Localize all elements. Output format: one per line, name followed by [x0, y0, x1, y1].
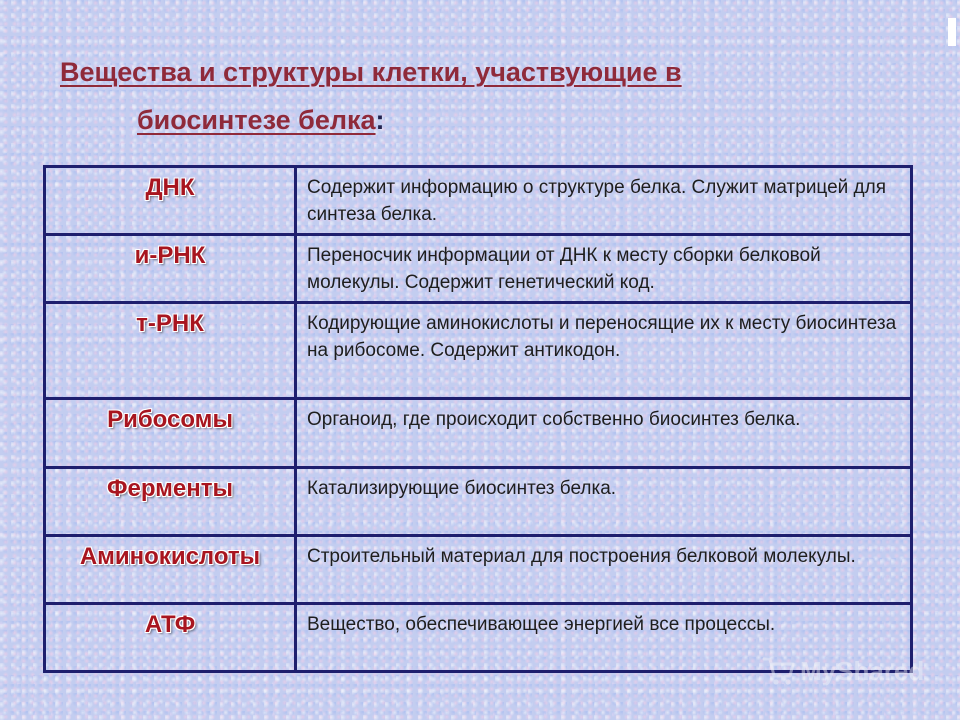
term-cell: Аминокислоты: [45, 535, 296, 603]
slide-title: [60, 48, 920, 144]
corner-mark: [948, 18, 956, 46]
biosynthesis-table: [43, 165, 913, 673]
description-cell: Кодирующие аминокислоты и переносящие их к месту биосинтеза на рибосоме. Содержит антикодон.: [296, 303, 912, 399]
watermark-text: MyShared: [800, 655, 925, 686]
term-cell: т-РНК: [45, 303, 296, 399]
table-row: [45, 235, 912, 303]
table-row: [45, 399, 912, 467]
term-cell: Ферменты: [45, 467, 296, 535]
term-cell: Рибосомы: [45, 399, 296, 467]
description-cell: Органоид, где происходит собственно биосинтез белка.: [296, 399, 912, 467]
description-cell: Строительный материал для построения белковой молекулы.: [296, 535, 912, 603]
description-cell: Содержит информацию о структуре белка. Служит матрицей для синтеза белка.: [296, 167, 912, 235]
table-row: [45, 167, 912, 235]
term-cell: ДНК: [45, 167, 296, 235]
table-row: [45, 467, 912, 535]
watermark: [762, 654, 924, 688]
table-row: [45, 535, 912, 603]
description-cell: Переносчик информации от ДНК к месту сборки белковой молекулы. Содержит генетический код.: [296, 235, 912, 303]
title-colon: :: [375, 105, 385, 135]
table-row: [45, 303, 912, 399]
shopping-cart-icon: [762, 654, 796, 688]
description-cell: Катализирующие биосинтез белка.: [296, 467, 912, 535]
title-line-2: биосинтезе белка: [137, 105, 376, 135]
title-line-1: Вещества и структуры клетки, участвующие в: [60, 57, 682, 87]
term-cell: и-РНК: [45, 235, 296, 303]
term-cell: АТФ: [45, 603, 296, 671]
description-cell: Вещество, обеспечивающее энергией все процессы.: [296, 603, 912, 671]
